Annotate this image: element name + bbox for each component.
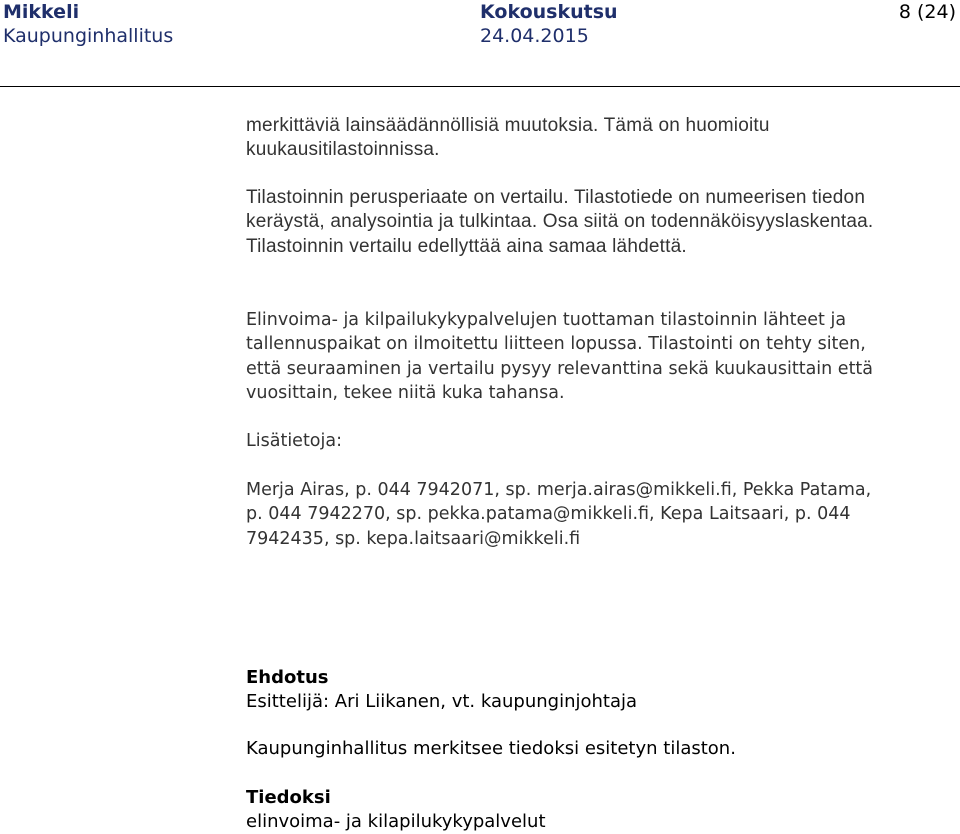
paragraph-text: Lisätietoja: xyxy=(246,431,342,451)
proposal-presenter: Esittelijä: Ari Liikanen, vt. kaupunginjohtaja xyxy=(246,691,638,712)
paragraph-text: Elinvoima- ja kilpailukykypalvelujen tuottaman tilastoinnin lähteet ja tallennuspaikat on ilmoitettu liitteen lopussa. Tilastointi on tehty siten, että seuraaminen ja vertailu pysyy relevanttina sekä kuukausittain että vuosittain, tekee niitä kuka tahansa. xyxy=(246,310,874,403)
notice-recipient: elinvoima- ja kilapilukykypalvelut xyxy=(246,811,546,832)
header-document-type: Kokouskutsu xyxy=(480,1,618,23)
proposal-heading: Ehdotus xyxy=(246,667,329,688)
paragraph-statistics-principle xyxy=(246,186,886,259)
paragraph-text: merkittäviä lainsäädännöllisiä muutoksia. Tämä on huomioitu kuukausitilastoinnissa. xyxy=(246,115,770,161)
paragraph-sources xyxy=(246,308,886,405)
header-date: 24.04.2015 xyxy=(480,25,589,47)
header-divider xyxy=(0,86,960,87)
paragraph-text: Merja Airas, p. 044 7942071, sp. merja.airas@mikkeli.fi, Pekka Patama, p. 044 7942270, sp. pekka.patama@mikkeli.fi, Kepa Laitsaari, p. 044 7942435, sp. kepa.laitsaari@mikkeli.fi xyxy=(246,480,872,549)
proposal-decision: Kaupunginhallitus merkitsee tiedoksi esitetyn tilaston. xyxy=(246,738,736,759)
paragraph-text: Tilastoinnin perusperiaate on vertailu. Tilastotiede on numeerisen tiedon keräystä, analysointia ja tulkintaa. Osa siitä on todennäköisyyslaskentaa. Tilastoinnin vertailu edellyttää aina samaa lähdettä. xyxy=(246,187,874,257)
contact-list xyxy=(246,478,886,551)
header-organization: Mikkeli xyxy=(3,1,80,23)
more-info-label xyxy=(246,429,886,453)
header-department: Kaupunginhallitus xyxy=(3,25,174,47)
paragraph-legislation-note xyxy=(246,114,886,163)
notice-heading: Tiedoksi xyxy=(246,787,331,808)
header-page-number: 8 (24) xyxy=(898,1,956,23)
